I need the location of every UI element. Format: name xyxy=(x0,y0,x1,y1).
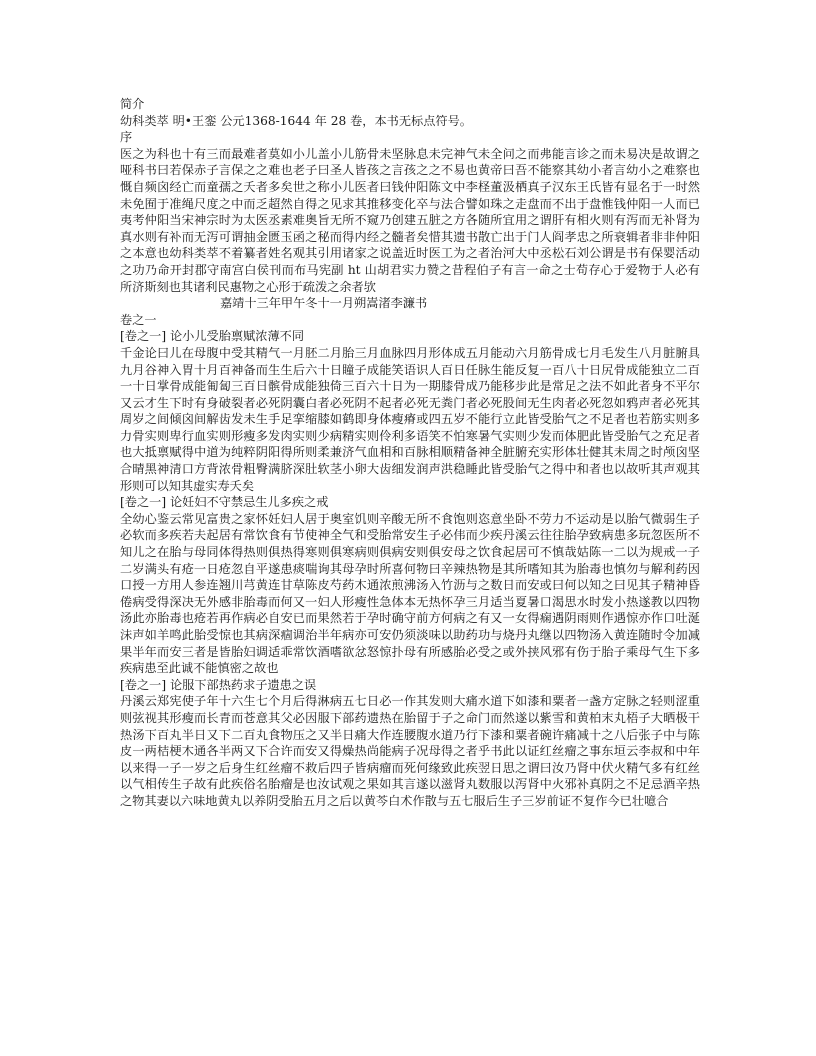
chapter-heading: [卷之一] 论妊妇不守禁忌生儿多疾之戒 xyxy=(120,495,329,510)
preface-signature: 嘉靖十三年甲午冬十一月朔嵩渚李濂书 xyxy=(220,296,428,311)
section-title: 简介 xyxy=(120,97,145,111)
chapter-body: 丹溪云郑宪使子年十六生七个月后得淋病五七日必一作其发则大痛水道下如漆和粟者一盏方定脉之轻则涩重则弦视其形瘦而长青而苍意其父必因服下部药遗热在胎留于子之命门而然遂以紫雪和黄柏末丸梧子大晒极干热汤下百丸半日又下二百丸食物压之又半日痛大作连腰腹水道乃行下漆和粟者碗许痛减十之八后张子中与陈皮一两桔梗木通各半两又下合许而安又得燥热尚能病子况母得之者乎书此以证红丝瘤之事东垣云李叔和中年以来得一子一岁之后身生红丝瘤不救后四子皆病瘤而死何缘致此疾翌日思之谓曰汝乃肾中伏火精气多有红丝以气相传生子故有此疾俗名胎瘤是也汝试观之果如其言遂以滋肾丸数服以泻肾中火邪补真阴之不足忌酒辛热之物其妻以六味地黄丸以养阴受胎五月之后以黄芩白术作散与五七服后生子三岁前证不复作今已壮噫合 xyxy=(120,694,700,808)
document-page xyxy=(120,96,700,810)
volume-label: 卷之一 xyxy=(120,312,157,327)
chapter-body: 千金论曰儿在母腹中受其精气一月胚二月胎三月血脉四月形体成五月能动六月筋骨成七月毛发生八月脏腑具九月谷神入胃十月百神备而生生后六十日瞳子成能笑语识人百日任脉生能反复一百八十日尻骨成能独立二百一十日掌骨成能匍匐三百日髌骨成能独倚三百六十日为一期膝骨成乃能移步此是常足之法不如此者身不平尔又云才生下时有身破裂者必死阴囊白者必死阴不起者必死无粪门者必死股间无生肉者必死忽如鸦声者必死其周岁之间倾囟间解齿发未生手足挛缩膝如鹤即身体瘦瘠或四五岁不能行立此皆受胎气之不足者也若筋实则多力骨实则卑行血实则形瘦多发肉实则少病精实则伶利多语笑不怕寒暑气实则少发而体肥此皆受胎气之充足者也大抵禀赋得中道为纯粹阴阳得所则柔兼济气血相和百脉相顺精备神全脏腑充实形体壮健其未周之时颅囟坚合晴黑神清口方背浓骨粗臀满脐深肚软茎小卵大齿细发润声洪稳睡此皆受胎气之得中和者也以故听其声观其形则可以知其虚实寿夭矣 xyxy=(120,345,700,493)
book-meta: 幼科类萃 明•王銮 公元1368-1644 年 28 卷，本书无标点符号。 xyxy=(120,113,472,128)
preface-label: 序 xyxy=(120,130,133,145)
chapter-heading: [卷之一] 论服下部热药求子遗患之误 xyxy=(120,677,317,692)
chapter-body: 全幼心鉴云常见富贵之家怀妊妇人居于奥室饥则辛酸无所不食饱则恣意坐卧不劳力不运动是以胎气微弱生子必软而多疾若夫起居有常饮食有节使神全气和受胎常安生子必伟而少疾丹溪云往往胎孕致病患多玩忽医所不知儿之在胎与母同体得热则俱热得寒则俱寒病则俱病安则俱安母之饮食起居可不慎哉姑陈一二以为规戒一子二岁满头有疮一日疮忽自平遂患痰喘询其母孕时所喜何物曰辛辣热物是其所嗜知其为胎毒也慎勿与解利药因口授一方用人参连翘川芎黄连甘草陈皮芍药木通浓煎沸汤入竹沥与之数日而安或曰何以知之曰见其子精神昏倦病受得深决无外感非胎毒而何又一妇人形瘦性急体本无热怀孕三月适当夏暑口渴思水时发小热遂教以四物汤此亦胎毒也疮若再作病必自安已而果然若于孕时确守前方何病之有又一女得痫遇阴雨则作遇惊亦作口吐涎沫声如羊鸣此胎受惊也其病深痼调治半年病亦可安仍须淡味以助药功与烧丹丸继以四物汤入黄连随时令加减果半年而安三者是皆胎妇调适乖常饮酒嗜欲忿怒惊扑母有所感胎必受之或外挟风邪有伤于胎子乘母气生下多疾病患至此诚不能慎密之故也 xyxy=(120,511,700,676)
preface-body: 医之为科也十有三而最难者莫如小儿盖小儿筋骨未坚脉息未完神气未全问之而弗能言诊之而未易决是故谓之哑科书曰若保赤子言保之之难也老子曰圣人皆孩之言孩之之不易也黄帝曰吾不能察其幼小者言幼小之难察也慨自频囟经亡而童孺之夭者多矣世之称小儿医者曰钱仲阳陈文中李柽董汲栖真子汉东王氏皆有显名于一时然未免囿于准绳尺度之中而乏超然自得之见求其推移变化卒与法合譬如珠之走盘而不出于盘惟钱仲阳一人而已夷考仲阳当宋神宗时为太医丞素难奥旨无所不窥乃创建五脏之方各随所宜用之谓肝有相火则有泻而无补肾为真水则有补而无泻可谓抽金匮玉函之秘而得内经之髓者矣惜其遗书散亡出于门人阎孝忠之所衰辑者非非仲阳之本意也幼科类萃不着纂者姓名观其引用诸家之说盖近时医工为之者治河大中丞松石刘公谓是书有保婴活动之功乃命开封郡守南宫白侯刊而布马宪副 ht 山胡君实力赞之昔程伯子有言一命之士苟存心于爱物于人必有所济斯刻也其诸利民惠物之心形于疏泼之余者欤 xyxy=(120,146,700,294)
chapter-heading: [卷之一] 论小儿受胎禀赋浓薄不同 xyxy=(120,329,305,344)
